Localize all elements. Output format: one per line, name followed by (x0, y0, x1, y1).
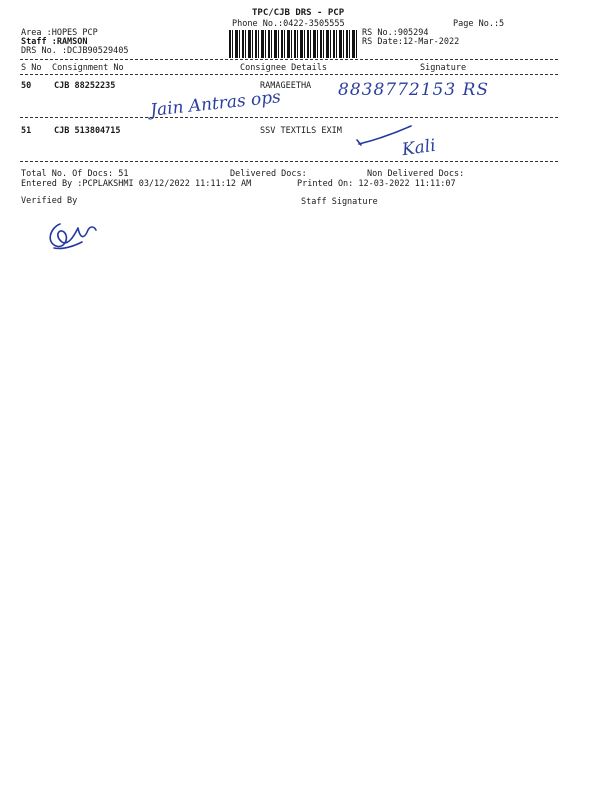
divider (20, 59, 558, 60)
verified-by-label: Verified By (21, 196, 78, 206)
col-consignee: Consignee Details (240, 63, 327, 73)
staff-label: Staff :RAMSON (21, 37, 88, 47)
rs-date: RS Date:12-Mar-2022 (362, 37, 460, 47)
divider (20, 117, 558, 118)
barcode (229, 30, 357, 58)
verifier-signature (44, 216, 99, 256)
row-consignment: CJB 513804715 (54, 126, 121, 136)
row-consignee: RAMAGEETHA (260, 81, 312, 91)
delivered-docs: Delivered Docs: (230, 169, 307, 179)
col-consignment: Consignment No (52, 63, 124, 73)
row-sno: 50 (21, 81, 32, 91)
drs-number: DRS No. :DCJB90529405 (21, 46, 129, 56)
document-title: TPC/CJB DRS - PCP (252, 8, 345, 18)
staff-signature-label: Staff Signature (301, 197, 378, 207)
divider (20, 161, 558, 162)
row-handwritten-signature: Kali (400, 135, 437, 161)
rs-number: RS No.:905294 (362, 28, 429, 38)
page-number: Page No.:5 (453, 19, 505, 29)
non-delivered-docs: Non Delivered Docs: (367, 169, 465, 179)
row-handwritten-signature: Jain Antras ops (149, 87, 282, 121)
total-docs: Total No. Of Docs: 51 (21, 169, 129, 179)
entered-by: Entered By :PCPLAKSHMI 03/12/2022 11:11:12 AM (21, 179, 252, 189)
row-consignment: CJB 88252235 (54, 81, 116, 91)
col-sno: S No (21, 63, 42, 73)
area-label: Area :HOPES PCP (21, 28, 98, 38)
row-consignee: SSV TEXTILS EXIM (260, 126, 342, 136)
row-handwritten-phone: 8838772153 RS (338, 80, 490, 100)
col-signature: Signature (420, 63, 467, 73)
divider (20, 74, 558, 75)
phone-number: Phone No.:0422-3505555 (232, 19, 345, 29)
row-sno: 51 (21, 126, 32, 136)
printed-on: Printed On: 12-03-2022 11:11:07 (297, 179, 456, 189)
